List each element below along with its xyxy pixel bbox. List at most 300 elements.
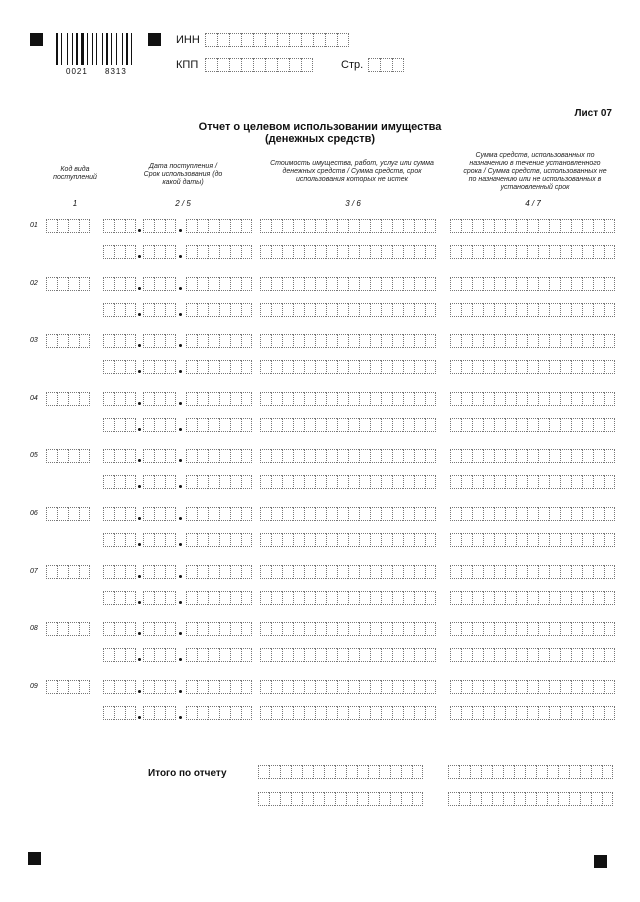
- input-cell[interactable]: [516, 360, 527, 374]
- input-cell[interactable]: [271, 591, 282, 605]
- input-cell[interactable]: [103, 245, 114, 259]
- input-cell[interactable]: [154, 418, 165, 432]
- input-cell[interactable]: [326, 219, 337, 233]
- input-cell[interactable]: [293, 449, 304, 463]
- input-cell[interactable]: [450, 303, 461, 317]
- input-cell[interactable]: [448, 792, 459, 806]
- input-cell[interactable]: [403, 219, 414, 233]
- input-cell[interactable]: [293, 303, 304, 317]
- input-cell[interactable]: [348, 680, 359, 694]
- input-cell[interactable]: [604, 507, 615, 521]
- input-cell[interactable]: [582, 475, 593, 489]
- input-cell[interactable]: [571, 591, 582, 605]
- input-cell[interactable]: [494, 622, 505, 636]
- input-cell[interactable]: [483, 303, 494, 317]
- input-cell[interactable]: [293, 565, 304, 579]
- input-cell[interactable]: [348, 475, 359, 489]
- input-cell[interactable]: [494, 449, 505, 463]
- row-term-day[interactable]: [103, 475, 136, 489]
- input-cell[interactable]: [114, 334, 125, 348]
- input-cell[interactable]: [604, 277, 615, 291]
- input-cell[interactable]: [143, 219, 154, 233]
- input-cell[interactable]: [125, 475, 136, 489]
- row-date-year[interactable]: [186, 622, 252, 636]
- input-cell[interactable]: [604, 245, 615, 259]
- row-amount-col7[interactable]: [450, 533, 615, 547]
- input-cell[interactable]: [392, 706, 403, 720]
- input-cell[interactable]: [392, 507, 403, 521]
- input-cell[interactable]: [461, 360, 472, 374]
- input-cell[interactable]: [516, 622, 527, 636]
- input-cell[interactable]: [483, 334, 494, 348]
- input-cell[interactable]: [282, 277, 293, 291]
- input-cell[interactable]: [536, 792, 547, 806]
- input-cell[interactable]: [516, 418, 527, 432]
- input-cell[interactable]: [392, 219, 403, 233]
- input-cell[interactable]: [304, 591, 315, 605]
- input-cell[interactable]: [481, 765, 492, 779]
- input-cell[interactable]: [461, 277, 472, 291]
- input-cell[interactable]: [219, 277, 230, 291]
- input-cell[interactable]: [337, 648, 348, 662]
- input-cell[interactable]: [230, 449, 241, 463]
- input-cell[interactable]: [414, 303, 425, 317]
- input-cell[interactable]: [315, 507, 326, 521]
- input-cell[interactable]: [230, 622, 241, 636]
- input-cell[interactable]: [348, 565, 359, 579]
- input-cell[interactable]: [527, 475, 538, 489]
- input-cell[interactable]: [230, 533, 241, 547]
- input-cell[interactable]: [304, 680, 315, 694]
- input-cell[interactable]: [370, 277, 381, 291]
- input-cell[interactable]: [337, 449, 348, 463]
- input-cell[interactable]: [381, 392, 392, 406]
- row-term-day[interactable]: [103, 360, 136, 374]
- input-cell[interactable]: [593, 277, 604, 291]
- input-cell[interactable]: [315, 219, 326, 233]
- input-cell[interactable]: [472, 648, 483, 662]
- input-cell[interactable]: [197, 648, 208, 662]
- input-cell[interactable]: [359, 392, 370, 406]
- input-cell[interactable]: [359, 219, 370, 233]
- input-cell[interactable]: [414, 475, 425, 489]
- input-cell[interactable]: [260, 565, 271, 579]
- input-cell[interactable]: [516, 277, 527, 291]
- input-cell[interactable]: [593, 680, 604, 694]
- input-cell[interactable]: [326, 245, 337, 259]
- input-cell[interactable]: [197, 277, 208, 291]
- row-term-day[interactable]: [103, 245, 136, 259]
- input-cell[interactable]: [505, 219, 516, 233]
- input-cell[interactable]: [549, 507, 560, 521]
- input-cell[interactable]: [293, 277, 304, 291]
- input-cell[interactable]: [186, 303, 197, 317]
- input-cell[interactable]: [260, 360, 271, 374]
- input-cell[interactable]: [494, 533, 505, 547]
- input-cell[interactable]: [370, 219, 381, 233]
- input-cell[interactable]: [370, 334, 381, 348]
- input-cell[interactable]: [483, 418, 494, 432]
- input-cell[interactable]: [348, 392, 359, 406]
- input-cell[interactable]: [241, 507, 252, 521]
- input-cell[interactable]: [241, 706, 252, 720]
- input-cell[interactable]: [549, 392, 560, 406]
- input-cell[interactable]: [359, 622, 370, 636]
- input-cell[interactable]: [368, 792, 379, 806]
- input-cell[interactable]: [186, 680, 197, 694]
- row-date-month[interactable]: [143, 277, 176, 291]
- input-cell[interactable]: [414, 360, 425, 374]
- input-cell[interactable]: [154, 591, 165, 605]
- input-cell[interactable]: [494, 418, 505, 432]
- row-term-day[interactable]: [103, 591, 136, 605]
- row-date-month[interactable]: [143, 622, 176, 636]
- input-cell[interactable]: [560, 475, 571, 489]
- input-cell[interactable]: [494, 277, 505, 291]
- input-cell[interactable]: [282, 303, 293, 317]
- input-cell[interactable]: [527, 303, 538, 317]
- input-cell[interactable]: [165, 680, 176, 694]
- input-cell[interactable]: [527, 622, 538, 636]
- input-cell[interactable]: [79, 277, 90, 291]
- input-cell[interactable]: [315, 475, 326, 489]
- input-cell[interactable]: [604, 449, 615, 463]
- input-cell[interactable]: [492, 765, 503, 779]
- input-cell[interactable]: [125, 565, 136, 579]
- input-cell[interactable]: [392, 418, 403, 432]
- input-cell[interactable]: [219, 392, 230, 406]
- input-cell[interactable]: [125, 334, 136, 348]
- input-cell[interactable]: [219, 334, 230, 348]
- input-cell[interactable]: [505, 392, 516, 406]
- input-cell[interactable]: [208, 360, 219, 374]
- input-cell[interactable]: [114, 360, 125, 374]
- input-cell[interactable]: [79, 334, 90, 348]
- input-cell[interactable]: [79, 622, 90, 636]
- input-cell[interactable]: [569, 765, 580, 779]
- input-cell[interactable]: [304, 533, 315, 547]
- input-cell[interactable]: [337, 277, 348, 291]
- input-cell[interactable]: [582, 418, 593, 432]
- input-cell[interactable]: [293, 507, 304, 521]
- input-cell[interactable]: [282, 533, 293, 547]
- input-cell[interactable]: [549, 533, 560, 547]
- input-cell[interactable]: [359, 706, 370, 720]
- input-cell[interactable]: [381, 565, 392, 579]
- input-cell[interactable]: [359, 277, 370, 291]
- input-cell[interactable]: [241, 360, 252, 374]
- input-cell[interactable]: [538, 303, 549, 317]
- input-cell[interactable]: [582, 245, 593, 259]
- input-cell[interactable]: [604, 392, 615, 406]
- input-cell[interactable]: [165, 334, 176, 348]
- input-cell[interactable]: [593, 475, 604, 489]
- input-cell[interactable]: [582, 648, 593, 662]
- input-cell[interactable]: [304, 277, 315, 291]
- input-cell[interactable]: [217, 58, 229, 72]
- input-cell[interactable]: [315, 648, 326, 662]
- input-cell[interactable]: [304, 219, 315, 233]
- input-cell[interactable]: [392, 449, 403, 463]
- input-cell[interactable]: [165, 392, 176, 406]
- input-cell[interactable]: [230, 648, 241, 662]
- row-amount-col4[interactable]: [450, 277, 615, 291]
- input-cell[interactable]: [241, 449, 252, 463]
- input-cell[interactable]: [392, 475, 403, 489]
- input-cell[interactable]: [260, 591, 271, 605]
- input-cell[interactable]: [346, 765, 357, 779]
- input-cell[interactable]: [103, 648, 114, 662]
- input-cell[interactable]: [114, 219, 125, 233]
- input-cell[interactable]: [392, 648, 403, 662]
- input-cell[interactable]: [241, 622, 252, 636]
- input-cell[interactable]: [271, 303, 282, 317]
- input-cell[interactable]: [103, 706, 114, 720]
- input-cell[interactable]: [582, 449, 593, 463]
- input-cell[interactable]: [68, 507, 79, 521]
- input-cell[interactable]: [277, 33, 289, 47]
- input-cell[interactable]: [516, 219, 527, 233]
- input-cell[interactable]: [392, 392, 403, 406]
- input-cell[interactable]: [208, 245, 219, 259]
- input-cell[interactable]: [143, 565, 154, 579]
- input-cell[interactable]: [470, 765, 481, 779]
- input-cell[interactable]: [337, 533, 348, 547]
- input-cell[interactable]: [230, 418, 241, 432]
- input-cell[interactable]: [143, 622, 154, 636]
- input-cell[interactable]: [472, 680, 483, 694]
- input-cell[interactable]: [450, 680, 461, 694]
- input-cell[interactable]: [472, 565, 483, 579]
- input-cell[interactable]: [293, 219, 304, 233]
- input-cell[interactable]: [337, 392, 348, 406]
- input-cell[interactable]: [425, 706, 436, 720]
- input-cell[interactable]: [165, 565, 176, 579]
- input-cell[interactable]: [197, 449, 208, 463]
- input-cell[interactable]: [337, 245, 348, 259]
- input-cell[interactable]: [370, 245, 381, 259]
- input-cell[interactable]: [392, 565, 403, 579]
- input-cell[interactable]: [230, 565, 241, 579]
- input-cell[interactable]: [219, 533, 230, 547]
- input-cell[interactable]: [549, 360, 560, 374]
- input-cell[interactable]: [186, 565, 197, 579]
- input-cell[interactable]: [186, 475, 197, 489]
- row-term-day[interactable]: [103, 418, 136, 432]
- input-cell[interactable]: [549, 680, 560, 694]
- row-term-month[interactable]: [143, 591, 176, 605]
- input-cell[interactable]: [503, 765, 514, 779]
- input-cell[interactable]: [414, 591, 425, 605]
- input-cell[interactable]: [538, 392, 549, 406]
- row-term-year[interactable]: [186, 418, 252, 432]
- input-cell[interactable]: [241, 565, 252, 579]
- input-cell[interactable]: [241, 245, 252, 259]
- input-cell[interactable]: [103, 533, 114, 547]
- input-cell[interactable]: [260, 303, 271, 317]
- input-cell[interactable]: [165, 475, 176, 489]
- input-cell[interactable]: [450, 507, 461, 521]
- input-cell[interactable]: [271, 334, 282, 348]
- input-cell[interactable]: [494, 591, 505, 605]
- input-cell[interactable]: [114, 507, 125, 521]
- input-cell[interactable]: [560, 418, 571, 432]
- row-date-year[interactable]: [186, 565, 252, 579]
- input-cell[interactable]: [197, 392, 208, 406]
- input-cell[interactable]: [527, 565, 538, 579]
- input-cell[interactable]: [241, 58, 253, 72]
- input-cell[interactable]: [186, 706, 197, 720]
- input-cell[interactable]: [403, 392, 414, 406]
- input-cell[interactable]: [560, 449, 571, 463]
- row-term-month[interactable]: [143, 360, 176, 374]
- input-cell[interactable]: [527, 680, 538, 694]
- input-cell[interactable]: [337, 475, 348, 489]
- input-cell[interactable]: [505, 507, 516, 521]
- input-cell[interactable]: [260, 219, 271, 233]
- input-cell[interactable]: [103, 449, 114, 463]
- input-cell[interactable]: [271, 533, 282, 547]
- input-cell[interactable]: [315, 334, 326, 348]
- input-cell[interactable]: [271, 245, 282, 259]
- input-cell[interactable]: [516, 507, 527, 521]
- input-cell[interactable]: [293, 334, 304, 348]
- row-date-day[interactable]: [103, 565, 136, 579]
- input-cell[interactable]: [571, 334, 582, 348]
- input-cell[interactable]: [324, 765, 335, 779]
- input-cell[interactable]: [604, 418, 615, 432]
- input-cell[interactable]: [230, 475, 241, 489]
- input-cell[interactable]: [293, 706, 304, 720]
- input-cell[interactable]: [337, 507, 348, 521]
- input-cell[interactable]: [103, 418, 114, 432]
- input-cell[interactable]: [271, 449, 282, 463]
- row-date-day[interactable]: [103, 507, 136, 521]
- input-cell[interactable]: [494, 334, 505, 348]
- row-amount-col6[interactable]: [260, 303, 436, 317]
- input-cell[interactable]: [582, 507, 593, 521]
- input-cell[interactable]: [359, 680, 370, 694]
- input-cell[interactable]: [538, 360, 549, 374]
- input-cell[interactable]: [337, 680, 348, 694]
- input-cell[interactable]: [282, 219, 293, 233]
- row-amount-col4[interactable]: [450, 565, 615, 579]
- input-cell[interactable]: [125, 449, 136, 463]
- input-cell[interactable]: [593, 360, 604, 374]
- input-cell[interactable]: [593, 622, 604, 636]
- input-cell[interactable]: [472, 392, 483, 406]
- input-cell[interactable]: [208, 277, 219, 291]
- row-term-year[interactable]: [186, 648, 252, 662]
- row-amount-col4[interactable]: [450, 449, 615, 463]
- input-cell[interactable]: [348, 245, 359, 259]
- input-cell[interactable]: [315, 565, 326, 579]
- input-cell[interactable]: [125, 418, 136, 432]
- row-term-day[interactable]: [103, 706, 136, 720]
- input-cell[interactable]: [560, 533, 571, 547]
- input-cell[interactable]: [459, 792, 470, 806]
- input-cell[interactable]: [483, 219, 494, 233]
- row-amount-col6[interactable]: [260, 475, 436, 489]
- row-amount-col7[interactable]: [450, 245, 615, 259]
- input-cell[interactable]: [359, 360, 370, 374]
- row-amount-col3[interactable]: [260, 507, 436, 521]
- input-cell[interactable]: [337, 334, 348, 348]
- input-cell[interactable]: [527, 418, 538, 432]
- input-cell[interactable]: [271, 219, 282, 233]
- input-cell[interactable]: [293, 622, 304, 636]
- input-cell[interactable]: [337, 622, 348, 636]
- input-cell[interactable]: [326, 533, 337, 547]
- input-cell[interactable]: [68, 680, 79, 694]
- input-cell[interactable]: [370, 565, 381, 579]
- input-cell[interactable]: [208, 334, 219, 348]
- input-cell[interactable]: [280, 792, 291, 806]
- row-amount-col6[interactable]: [260, 418, 436, 432]
- input-cell[interactable]: [414, 334, 425, 348]
- input-cell[interactable]: [326, 360, 337, 374]
- input-cell[interactable]: [370, 591, 381, 605]
- input-cell[interactable]: [260, 245, 271, 259]
- input-cell[interactable]: [197, 533, 208, 547]
- input-cell[interactable]: [143, 303, 154, 317]
- input-cell[interactable]: [414, 622, 425, 636]
- input-cell[interactable]: [230, 680, 241, 694]
- input-cell[interactable]: [289, 58, 301, 72]
- row-date-month[interactable]: [143, 680, 176, 694]
- input-cell[interactable]: [277, 58, 289, 72]
- input-cell[interactable]: [348, 533, 359, 547]
- input-cell[interactable]: [483, 533, 494, 547]
- input-cell[interactable]: [560, 277, 571, 291]
- input-cell[interactable]: [450, 565, 461, 579]
- input-cell[interactable]: [593, 245, 604, 259]
- row-date-day[interactable]: [103, 392, 136, 406]
- input-cell[interactable]: [472, 360, 483, 374]
- input-cell[interactable]: [538, 334, 549, 348]
- input-cell[interactable]: [569, 792, 580, 806]
- input-cell[interactable]: [414, 680, 425, 694]
- input-cell[interactable]: [582, 392, 593, 406]
- input-cell[interactable]: [472, 303, 483, 317]
- input-cell[interactable]: [143, 591, 154, 605]
- input-cell[interactable]: [205, 33, 217, 47]
- input-cell[interactable]: [348, 360, 359, 374]
- input-cell[interactable]: [472, 418, 483, 432]
- input-cell[interactable]: [571, 648, 582, 662]
- input-cell[interactable]: [293, 475, 304, 489]
- input-cell[interactable]: [381, 680, 392, 694]
- input-cell[interactable]: [549, 277, 560, 291]
- input-cell[interactable]: [114, 303, 125, 317]
- input-cell[interactable]: [459, 765, 470, 779]
- input-cell[interactable]: [326, 565, 337, 579]
- input-cell[interactable]: [114, 277, 125, 291]
- input-cell[interactable]: [208, 533, 219, 547]
- input-cell[interactable]: [125, 591, 136, 605]
- input-cell[interactable]: [154, 533, 165, 547]
- input-cell[interactable]: [57, 507, 68, 521]
- input-cell[interactable]: [143, 392, 154, 406]
- input-cell[interactable]: [315, 680, 326, 694]
- input-cell[interactable]: [186, 648, 197, 662]
- input-cell[interactable]: [582, 533, 593, 547]
- input-cell[interactable]: [143, 706, 154, 720]
- input-cell[interactable]: [593, 418, 604, 432]
- input-cell[interactable]: [154, 475, 165, 489]
- input-cell[interactable]: [483, 507, 494, 521]
- input-cell[interactable]: [230, 334, 241, 348]
